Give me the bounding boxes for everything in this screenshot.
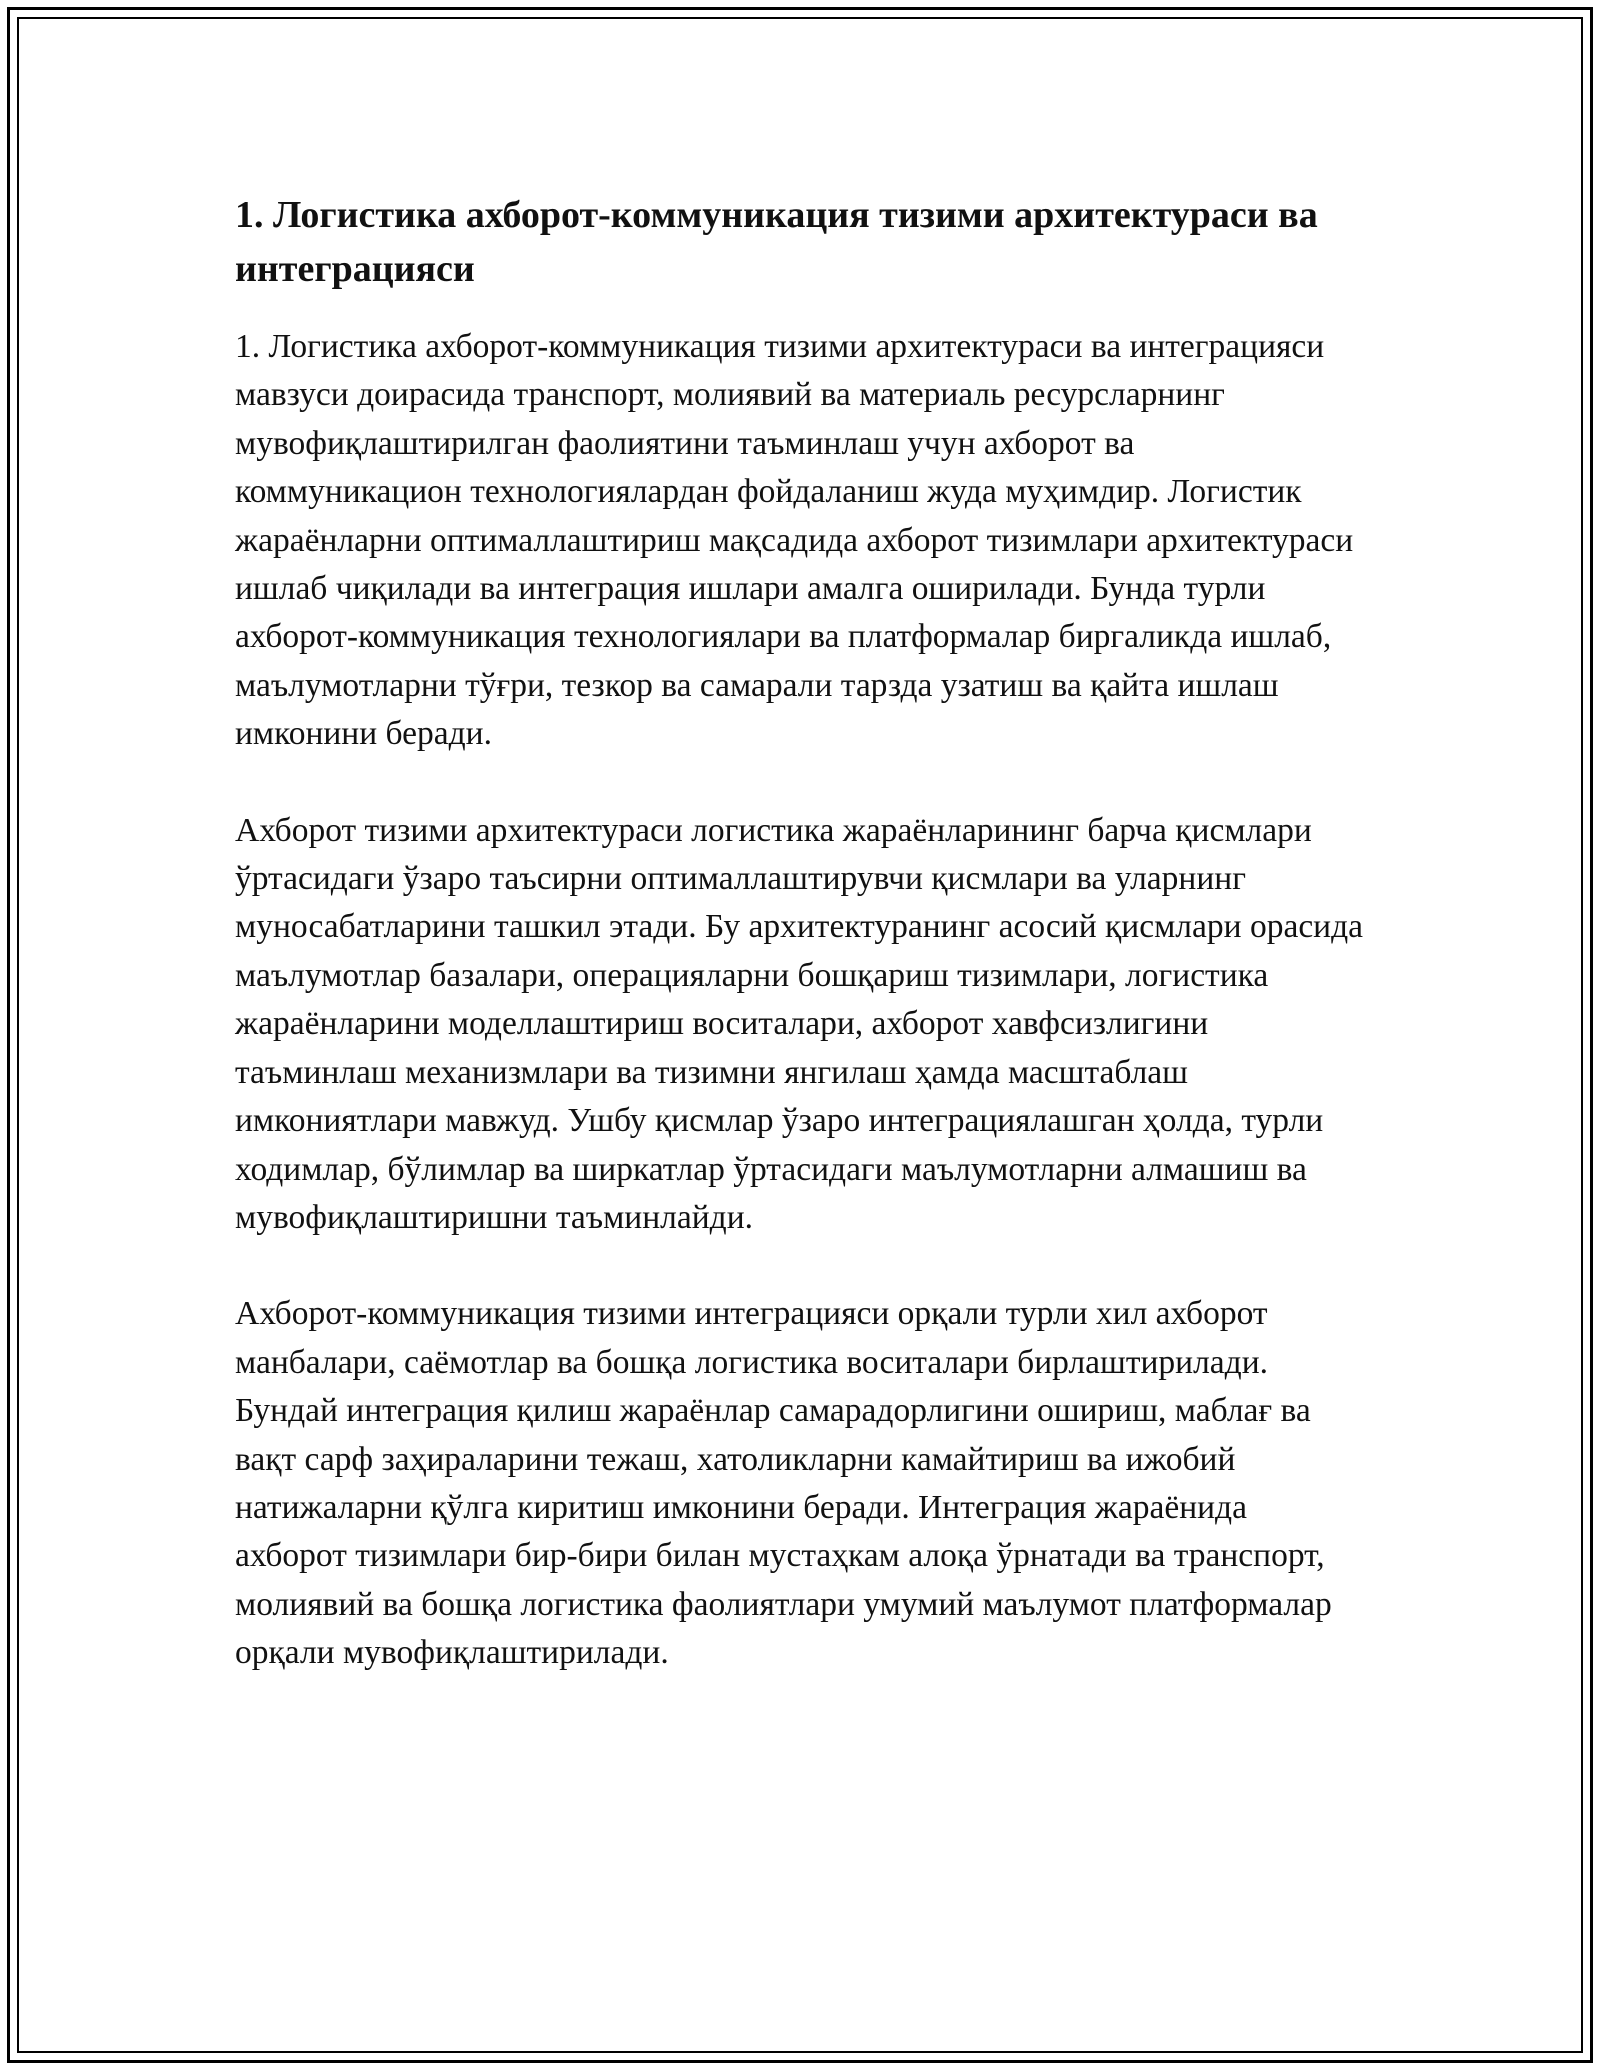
paragraph-3: Ахборот-коммуникация тизими интеграцияси орқали турли хил ахборот манбалари, саёмотлар ва бошқа логистика воситалари бирлаштирилади. Бундай интеграция қилиш жараёнлар самарадорлигини ошириш, маблағ ва вақт сарф заҳираларини тежаш, хатоликларни камайтириш ва ижобий натижаларни қўлга киритиш имконини беради. Интеграция жараёнида ахборот тизимлари бир-бири билан мустаҳкам алоқа ўрнатади ва транспорт, молиявий ва бошқа логистика фаолиятлари умумий маълумот платформалар орқали мувофиқлаштирилади.	[235, 1295, 1332, 1672]
document-body	[235, 188, 1365, 1678]
document-heading: 1. Логистика ахборот-коммуникация тизими архитектураси ва интеграцияси	[235, 194, 1318, 290]
paragraph-1: 1. Логистика ахборот-коммуникация тизими архитектураси ва интеграцияси мавзуси доирасида транспорт, молиявий ва материаль ресурсларнинг мувофиқлаштирилган фаолиятини таъминлаш учун ахборот ва коммуникацион технологиялардан фойдаланиш жуда муҳимдир. Логистик жараёнларни оптималлаштириш мақсадида ахборот тизимлари архитектураси ишлаб чиқилади ва интеграция ишлари амалга оширилади. Бунда турли ахборот-коммуникация технологиялари ва платформалар биргаликда ишлаб, маълумотларни тўғри, тезкор ва самарали тарзда узатиш ва қайта ишлаш имконини беради.	[235, 328, 1354, 753]
paragraph-2: Ахборот тизими архитектураси логистика жараёнларининг барча қисмлари ўртасидаги ўзаро таъсирни оптималлаштирувчи қисмлари ва уларнинг муносабатларини ташкил этади. Бу архитектуранинг асосий қисмлари орасида маълумотлар базалари, операцияларни бошқариш тизимлари, логистика жараёнларини моделлаштириш воситалари, ахборот хавфсизлигини таъминлаш механизмлари ва тизимни янгилаш ҳамда масштаблаш имкониятлари мавжуд. Ушбу қисмлар ўзаро интеграциялашган ҳолда, турли ходимлар, бўлимлар ва ширкатлар ўртасидаги маълумотларни алмашиш ва мувофиқлаштиришни таъминлайди.	[235, 811, 1364, 1236]
